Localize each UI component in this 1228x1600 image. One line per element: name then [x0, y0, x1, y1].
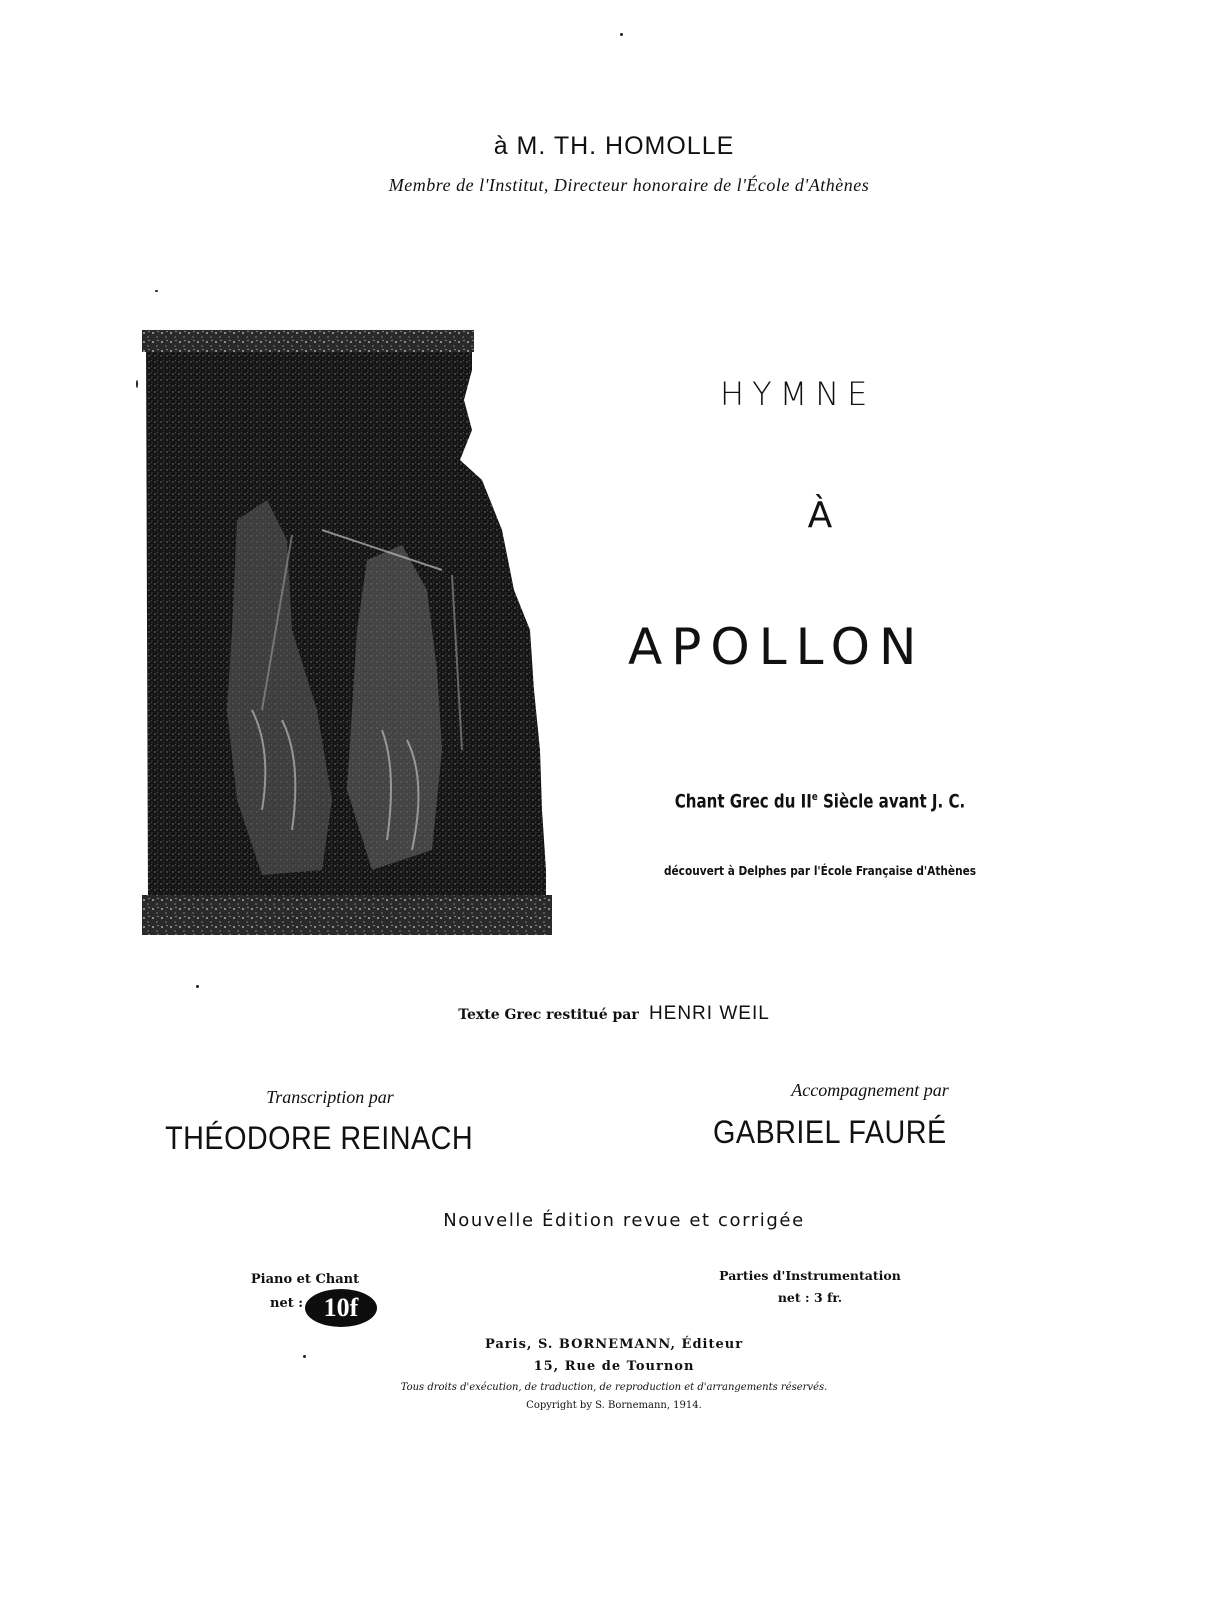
parties-net: net : 3 fr. [777, 1290, 843, 1305]
title-apollon [628, 618, 925, 676]
transcription-label: Transcription par [266, 1087, 394, 1107]
relief-top-border [142, 330, 474, 352]
relief-slab [146, 338, 546, 900]
transcriber-name: THÉODORE REINACH [165, 1120, 474, 1156]
title-word-apollon: APOLLON [628, 618, 926, 676]
edition-line: Nouvelle Édition revue et corrigée [443, 1210, 805, 1231]
decouvert-line: découvert à Delphes par l'École Française d'Athènes [663, 864, 977, 878]
parties-label: Parties d'Instrumentation [719, 1268, 901, 1283]
price-badge: 10f [305, 1289, 377, 1327]
relief-base [142, 895, 552, 935]
title-a: À [807, 495, 833, 536]
relief-image [142, 330, 572, 960]
scan-speck [196, 985, 199, 988]
scan-speck [303, 1355, 306, 1358]
scan-speck [620, 33, 623, 36]
piano-net-label: net : [270, 1296, 304, 1311]
copyright-notice: Copyright by S. Bornemann, 1914. [526, 1400, 702, 1411]
texte-grec-label: Texte Grec restitué par [458, 1007, 639, 1023]
accompanist-name: GABRIEL FAURÉ [712, 1114, 947, 1150]
piano-chant-label: Piano et Chant [250, 1272, 360, 1287]
title-hymne [720, 375, 875, 413]
texte-grec-name: HENRI WEIL [648, 1003, 770, 1024]
scan-speck [136, 380, 138, 388]
chant-subtitle [626, 790, 1013, 812]
publisher-address: 15, Rue de Tournon [533, 1359, 695, 1374]
dedication-subtitle: Membre de l'Institut, Directeur honoraire de l'École d'Athènes [388, 175, 870, 195]
accompagnement-label: Accompagnement par [791, 1080, 949, 1100]
title-word-hymne: HYMNE [720, 375, 876, 413]
publisher-name: Paris, S. BORNEMANN, Éditeur [484, 1337, 744, 1352]
rights-notice: Tous droits d'exécution, de traduction, de reproduction et d'arrangements réservés. [400, 1382, 828, 1393]
dedication-text: à M. TH. HOMOLLE [493, 132, 735, 160]
scan-speck [155, 290, 158, 292]
chant-sup: e [811, 790, 818, 803]
dedication-line [0, 132, 1228, 161]
texte-grec-line [0, 1003, 1228, 1025]
chant-main: Chant Grec du II [674, 790, 812, 813]
chant-rest: Siècle avant J. C. [817, 790, 966, 813]
